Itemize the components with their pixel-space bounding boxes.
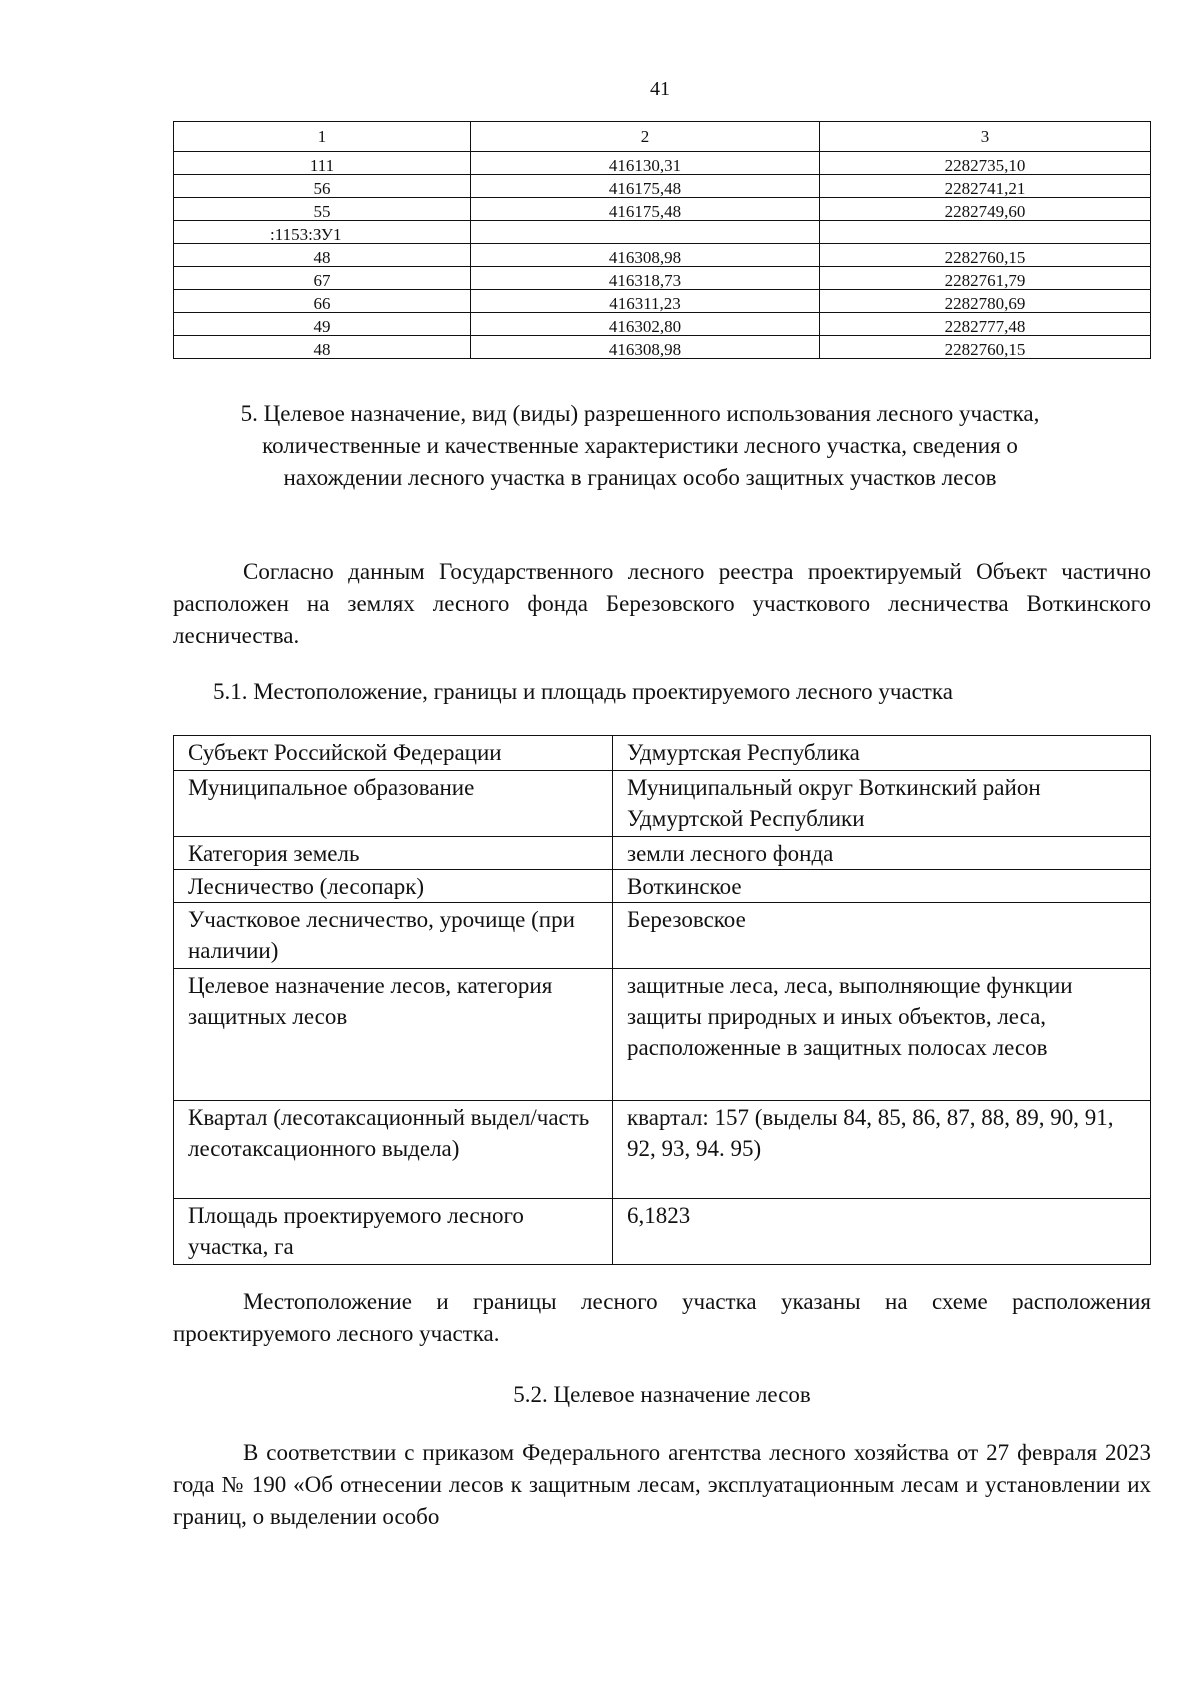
property-value-cell: 6,1823 xyxy=(613,1199,1151,1265)
property-value-cell: квартал: 157 (выделы 84, 85, 86, 87, 88, 89, 90, 91, 92, 93, 94. 95) xyxy=(613,1101,1151,1199)
y-coordinate-cell: 2282741,21 xyxy=(820,175,1151,198)
y-coordinate-cell: 2282735,10 xyxy=(820,152,1151,175)
table-row xyxy=(174,1199,1151,1265)
table-row xyxy=(174,969,1151,1101)
table-row xyxy=(174,244,1151,267)
section-5-1-paragraph-text: Местоположение и границы лесного участка указаны на схеме расположения проектируемого лесного участка. xyxy=(173,1289,1151,1346)
x-coordinate-cell: 416130,31 xyxy=(471,152,820,175)
x-coordinate-cell: 416175,48 xyxy=(471,175,820,198)
property-value-cell: Муниципальный округ Воткинский район Удмуртской Республики xyxy=(613,771,1151,837)
point-number-cell: 49 xyxy=(174,313,471,336)
point-number-cell: 67 xyxy=(174,267,471,290)
property-value-cell: защитные леса, леса, выполняющие функции защиты природных и иных объектов, леса, расположенные в защитных полосах лесов xyxy=(613,969,1151,1101)
point-number-cell: 66 xyxy=(174,290,471,313)
x-coordinate-cell: 416308,98 xyxy=(471,336,820,359)
section-5-heading: 5. Целевое назначение, вид (виды) разрешенного использования лесного участка, количественные и качественные характеристики лесного участка, сведения о нахождении лесного участка в границах особо защитных участков лесов xyxy=(240,401,1040,490)
table-row xyxy=(174,870,1151,903)
table-row xyxy=(174,771,1151,837)
x-coordinate-cell xyxy=(471,221,820,244)
section-5-2-heading: 5.2. Целевое назначение лесов xyxy=(513,1382,811,1407)
y-coordinate-cell xyxy=(820,221,1151,244)
column-header-3: 3 xyxy=(820,122,1151,152)
section-5-1-heading: 5.1. Местоположение, границы и площадь проектируемого лесного участка xyxy=(213,679,953,704)
table-row xyxy=(174,267,1151,290)
property-value-cell: земли лесного фонда xyxy=(613,837,1151,870)
property-value-cell: Воткинское xyxy=(613,870,1151,903)
table-row xyxy=(174,290,1151,313)
point-number-cell: 48 xyxy=(174,244,471,267)
property-name-cell: Целевое назначение лесов, категория защитных лесов xyxy=(174,969,613,1101)
table-row xyxy=(174,221,1151,244)
y-coordinate-cell: 2282761,79 xyxy=(820,267,1151,290)
table-row xyxy=(174,903,1151,969)
table-row xyxy=(174,198,1151,221)
table-header-row xyxy=(174,122,1151,152)
table-row xyxy=(174,336,1151,359)
y-coordinate-cell: 2282760,15 xyxy=(820,244,1151,267)
section-5-paragraph xyxy=(173,556,1151,652)
table-row xyxy=(174,736,1151,771)
property-name-cell: Участковое лесничество, урочище (при наличии) xyxy=(174,903,613,969)
section-5-2-paragraph-text: В соответствии с приказом Федерального агентства лесного хозяйства от 27 февраля 2023 года № 190 «Об отнесении лесов к защитным лесам, эксплуатационным лесам и установлении их границ, о выделении особо xyxy=(173,1440,1151,1529)
property-name-cell: Площадь проектируемого лесного участка, га xyxy=(174,1199,613,1265)
y-coordinate-cell: 2282780,69 xyxy=(820,290,1151,313)
property-name-cell: Категория земель xyxy=(174,837,613,870)
x-coordinate-cell: 416302,80 xyxy=(471,313,820,336)
property-value-cell: Березовское xyxy=(613,903,1151,969)
x-coordinate-cell: 416318,73 xyxy=(471,267,820,290)
property-name-cell: Лесничество (лесопарк) xyxy=(174,870,613,903)
table-row xyxy=(174,175,1151,198)
point-number-cell: 55 xyxy=(174,198,471,221)
y-coordinate-cell: 2282760,15 xyxy=(820,336,1151,359)
forest-plot-properties-table xyxy=(173,735,1151,1265)
coordinates-table xyxy=(173,121,1151,359)
table-row xyxy=(174,1101,1151,1199)
property-name-cell: Субъект Российской Федерации xyxy=(174,736,613,771)
page-number: 41 xyxy=(650,78,670,100)
y-coordinate-cell: 2282749,60 xyxy=(820,198,1151,221)
property-name-cell: Муниципальное образование xyxy=(174,771,613,837)
section-5-1-paragraph xyxy=(173,1286,1151,1350)
column-header-1: 1 xyxy=(174,122,471,152)
y-coordinate-cell: 2282777,48 xyxy=(820,313,1151,336)
x-coordinate-cell: 416175,48 xyxy=(471,198,820,221)
table-row xyxy=(174,152,1151,175)
parcel-label-cell: :1153:ЗУ1 xyxy=(174,221,471,244)
point-number-cell: 56 xyxy=(174,175,471,198)
section-5-paragraph-text: Согласно данным Государственного лесного реестра проектируемый Объект частично расположен на землях лесного фонда Березовского участкового лесничества Воткинского лесничества. xyxy=(173,559,1151,648)
point-number-cell: 48 xyxy=(174,336,471,359)
column-header-2: 2 xyxy=(471,122,820,152)
table-row xyxy=(174,313,1151,336)
property-value-cell: Удмуртская Республика xyxy=(613,736,1151,771)
table-row xyxy=(174,837,1151,870)
x-coordinate-cell: 416308,98 xyxy=(471,244,820,267)
property-name-cell: Квартал (лесотаксационный выдел/часть лесотаксационного выдела) xyxy=(174,1101,613,1199)
point-number-cell: 111 xyxy=(174,152,471,175)
x-coordinate-cell: 416311,23 xyxy=(471,290,820,313)
section-5-2-paragraph xyxy=(173,1437,1151,1533)
